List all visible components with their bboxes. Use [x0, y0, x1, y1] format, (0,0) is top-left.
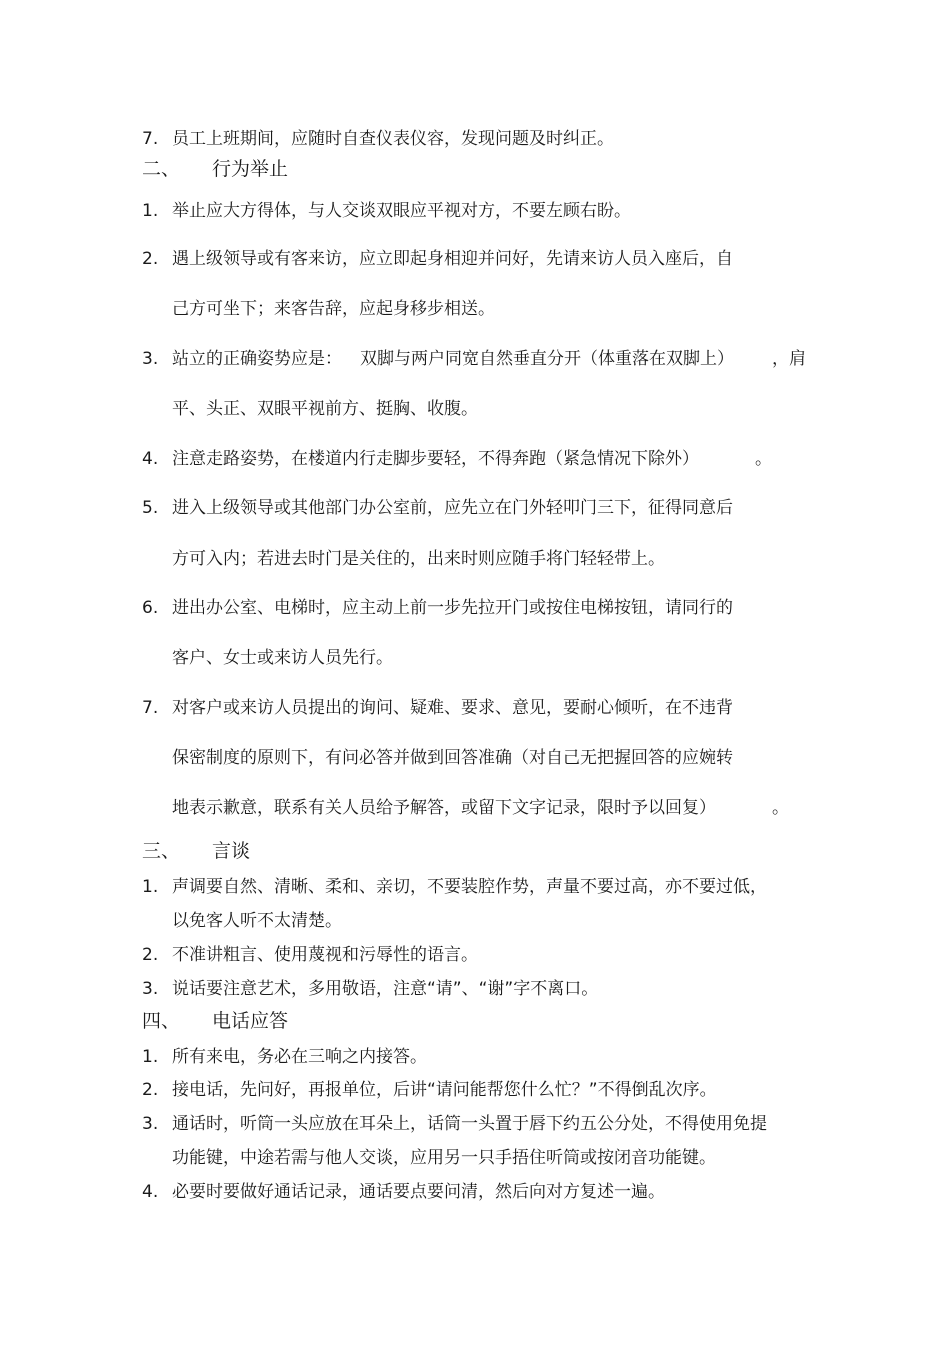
section-title: 电话应答: [212, 1010, 289, 1032]
item-text: 注意走路姿势，在楼道内行走脚步要轻，不得奔跑（紧急情况下除外）: [172, 449, 699, 469]
item-number: 3.: [142, 979, 159, 999]
item-text: 以免客人听不太清楚。: [172, 911, 342, 931]
item-text: 。: [755, 449, 772, 469]
item-text: 。: [772, 798, 789, 818]
item-text: 进入上级领导或其他部门办公室前，应先立在门外轻叩门三下，征得同意后: [172, 498, 733, 518]
item-text: 进出办公室、电梯时，应主动上前一步先拉开门或按住电梯按钮，请同行的: [172, 598, 733, 618]
section-number: 二、: [142, 158, 181, 180]
item-text: 客户、女士或来访人员先行。: [172, 648, 393, 668]
item-text: 己方可坐下；来客告辞，应起身移步相送。: [172, 299, 495, 319]
item-number: 3.: [142, 349, 159, 369]
section-title: 言谈: [212, 840, 251, 862]
item-text: 功能键，中途若需与他人交谈，应用另一只手捂住听筒或按闭音功能键。: [172, 1148, 716, 1168]
item-number: 3.: [142, 1114, 159, 1134]
section-number: 四、: [142, 1010, 181, 1032]
item-text: 平、头正、双眼平视前方、挺胸、收腹。: [172, 399, 478, 419]
item-text: 所有来电，务必在三响之内接答。: [172, 1047, 427, 1067]
item-text: 双脚与两户同宽自然垂直分开（体重落在双脚上）: [360, 349, 734, 369]
item-number: 7.: [142, 698, 159, 718]
item-number: 2.: [142, 945, 159, 965]
item-number: 1.: [142, 1047, 159, 1067]
item-number: 4.: [142, 1182, 159, 1202]
item-number: 1.: [142, 201, 159, 221]
item-number: 7.: [142, 129, 159, 149]
item-number: 5.: [142, 498, 159, 518]
item-text: 声调要自然、清晰、柔和、亲切，不要装腔作势，声量不要过高，亦不要过低，: [172, 877, 767, 897]
item-text: 保密制度的原则下，有问必答并做到回答准确（对自己无把握回答的应婉转: [172, 748, 733, 768]
item-text: 不准讲粗言、使用蔑视和污辱性的语言。: [172, 945, 478, 965]
item-text: ，肩: [772, 349, 806, 369]
item-text: 举止应大方得体，与人交谈双眼应平视对方，不要左顾右盼。: [172, 201, 631, 221]
item-text: 必要时要做好通话记录，通话要点要问清，然后向对方复述一遍。: [172, 1182, 665, 1202]
item-text: 接电话，先问好，再报单位，后讲“请问能帮您什么忙？”不得倒乱次序。: [172, 1080, 717, 1100]
item-text: 站立的正确姿势应是：: [172, 349, 342, 369]
item-number: 4.: [142, 449, 159, 469]
item-text: 遇上级领导或有客来访，应立即起身相迎并问好，先请来访人员入座后，自: [172, 249, 733, 269]
section-title: 行为举止: [212, 158, 289, 180]
section-number: 三、: [142, 840, 181, 862]
item-text: 说话要注意艺术，多用敬语，注意“请”、“谢”字不离口。: [172, 979, 599, 999]
item-number: 6.: [142, 598, 159, 618]
item-text: 员工上班期间，应随时自查仪表仪容，发现问题及时纠正。: [172, 129, 614, 149]
item-number: 1.: [142, 877, 159, 897]
item-text: 方可入内；若进去时门是关住的，出来时则应随手将门轻轻带上。: [172, 549, 665, 569]
item-text: 对客户或来访人员提出的询问、疑难、要求、意见，要耐心倾听，在不违背: [172, 698, 733, 718]
item-text: 通话时，听筒一头应放在耳朵上，话筒一头置于唇下约五公分处，不得使用免提: [172, 1114, 767, 1134]
item-number: 2.: [142, 249, 159, 269]
item-number: 2.: [142, 1080, 159, 1100]
item-text: 地表示歉意，联系有关人员给予解答，或留下文字记录，限时予以回复）: [172, 798, 716, 818]
